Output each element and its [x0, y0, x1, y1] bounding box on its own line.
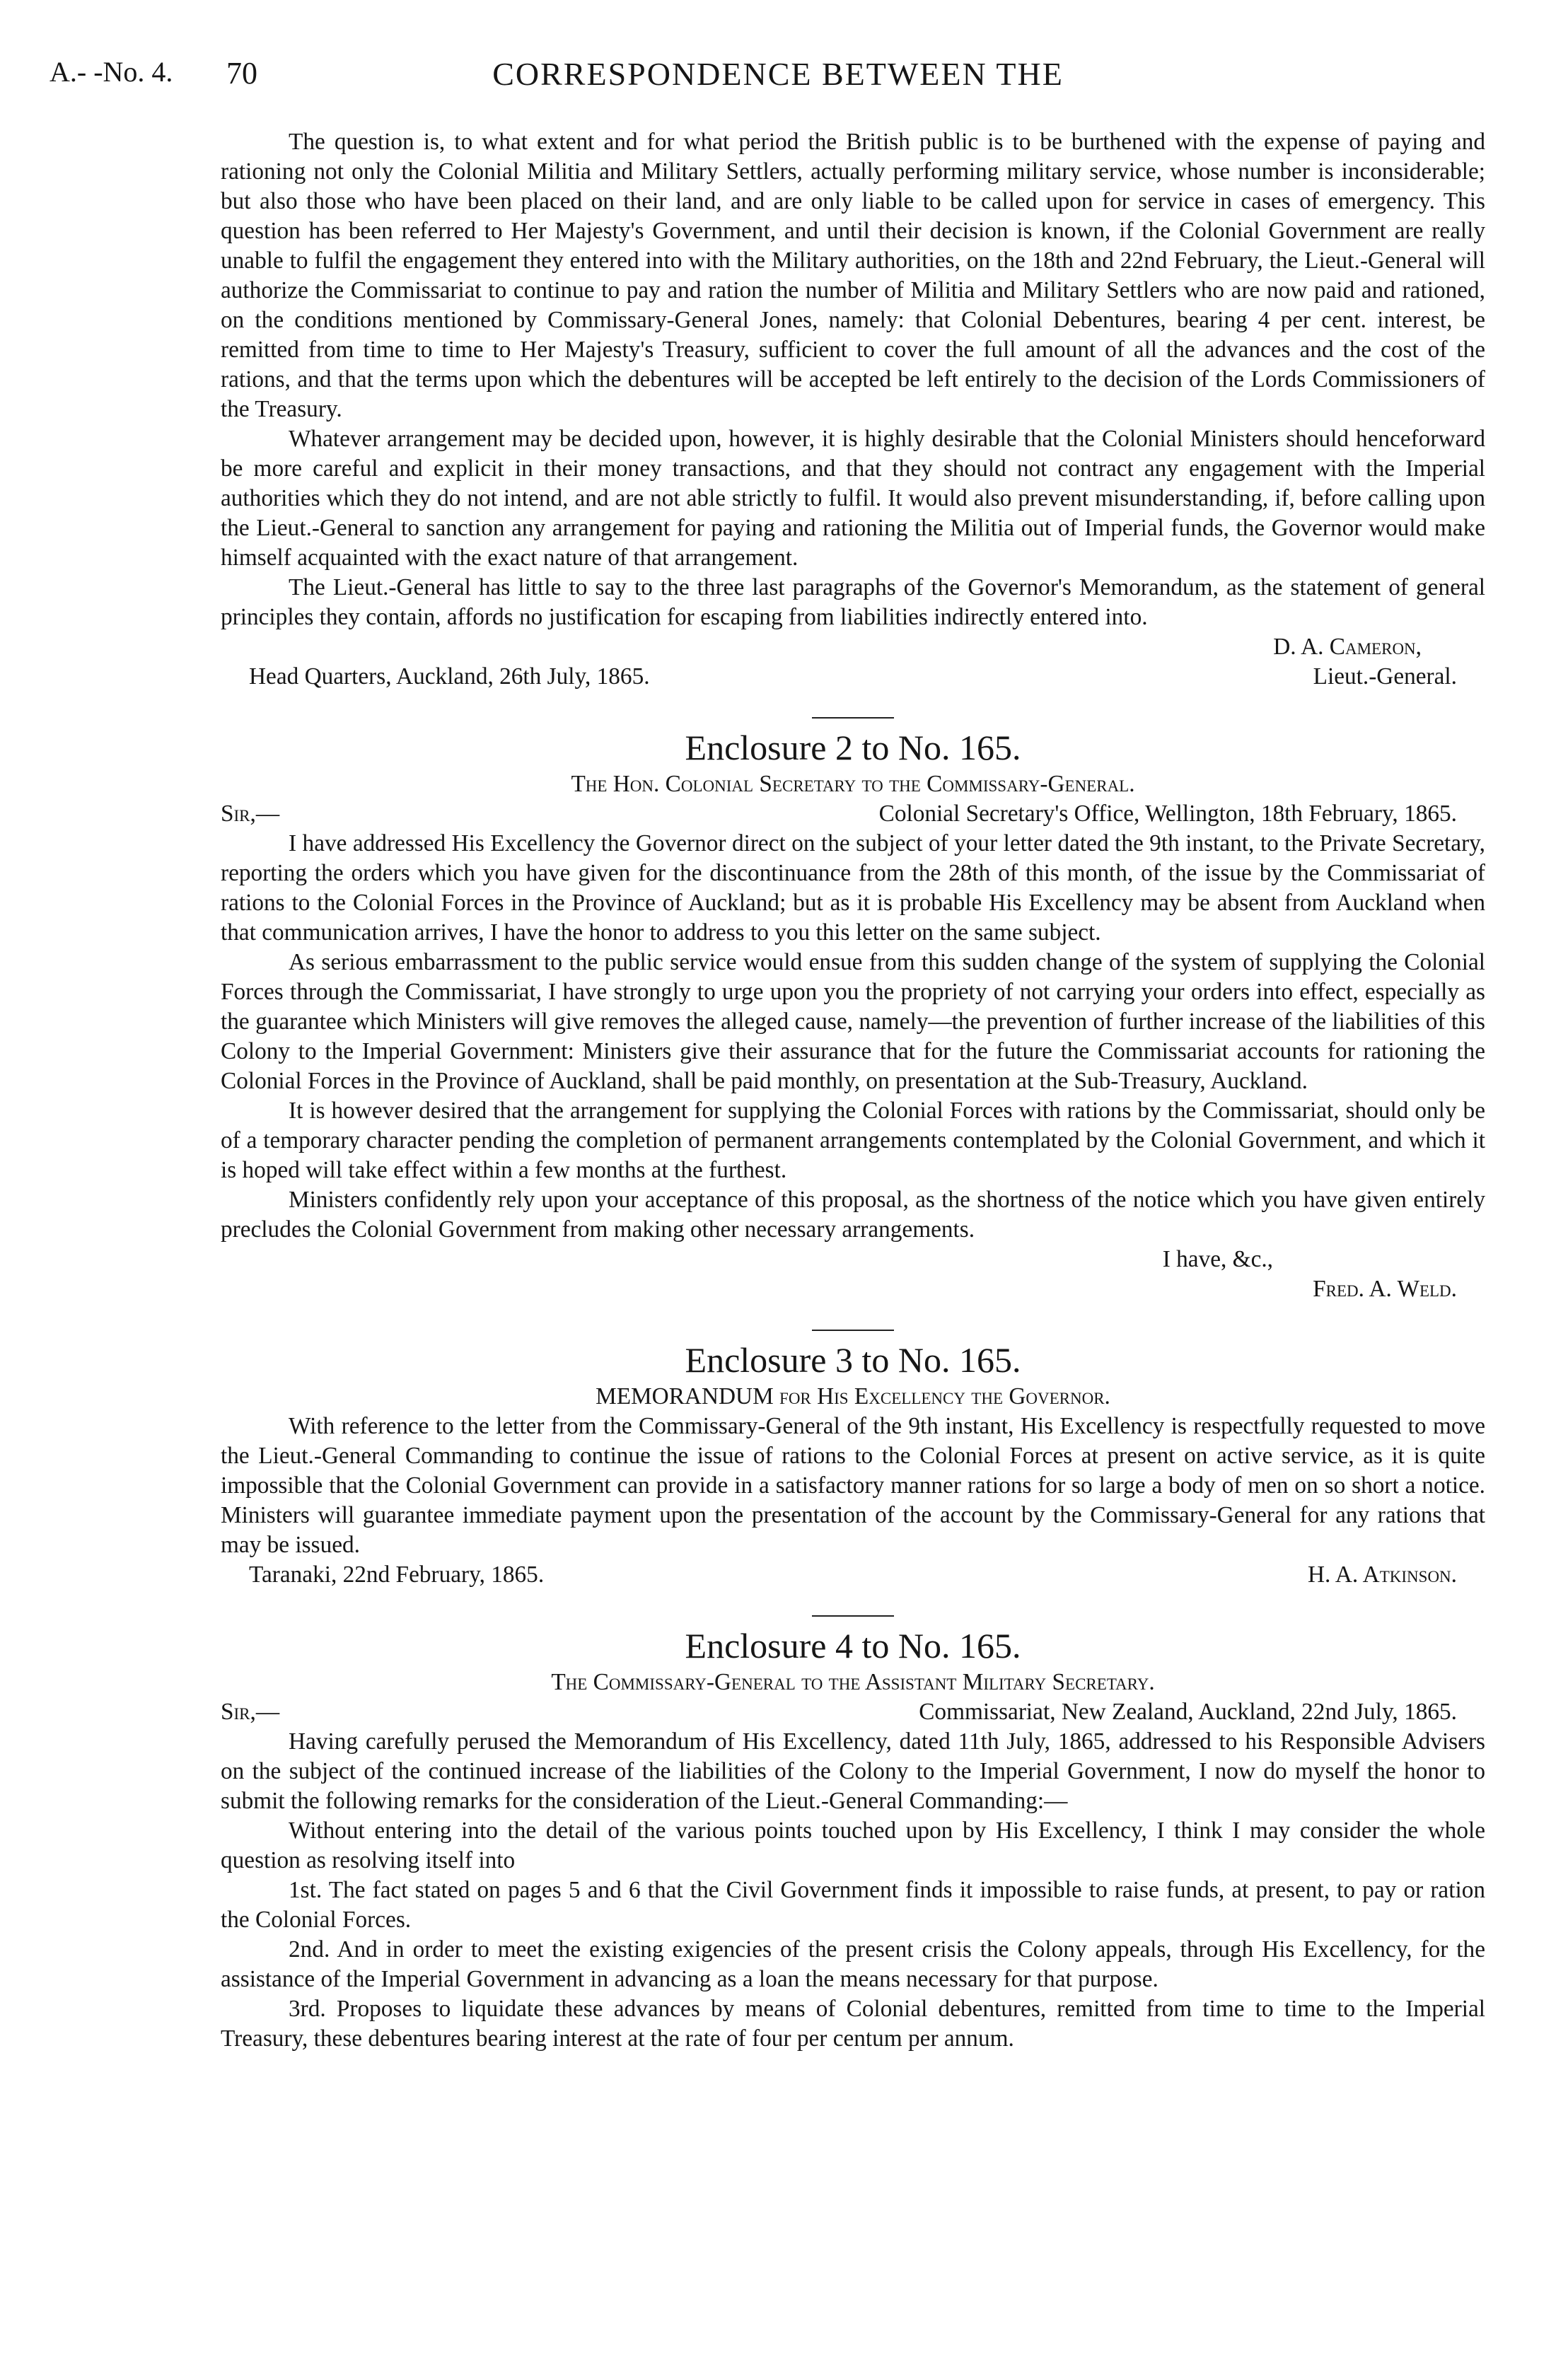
- document-reference: A.- -No. 4.: [50, 56, 173, 88]
- paragraph: As serious embarrassment to the public service would ensue from this sudden change of the system of supplying the Colonial Forces through the Commissariat, I have strongly to urge upon you the propriety of not carrying your orders into effect, especially as the guarantee which Ministers will give removes the alleged cause, namely—the prevention of further increase of the liabilities of this Colony to the Imperial Government: Ministers give their assurance that for the future the Commissariat accounts for rationing the Colonial Forces in the Province of Auckland, shall be paid monthly, on presentation at the Sub-Treasury, Auckland.: [221, 949, 1485, 1094]
- sign-off-row: [221, 1560, 1485, 1590]
- paragraph: The Lieut.-General has little to say to the three last paragraphs of the Governor's Memorandum, as the statement of general principles they contain, affords no justification for escaping from liabilities indirectly entered into.: [221, 574, 1485, 630]
- paragraph: 1st. The fact stated on pages 5 and 6 that the Civil Government finds it impossible to raise funds, at present, to pay or ration the Colonial Forces.: [221, 1877, 1485, 1933]
- place-date: Taranaki, 22nd February, 1865.: [249, 1562, 545, 1588]
- sender-address: Colonial Secretary's Office, Wellington, 18th February, 1865.: [878, 801, 1457, 827]
- enclosure-title: Enclosure 3 to No. 165.: [685, 1340, 1021, 1380]
- running-title: CORRESPONDENCE BETWEEN THE: [492, 56, 1064, 92]
- enclosure-4: [221, 1624, 1485, 2054]
- rank: Lieut.-General.: [1313, 663, 1457, 690]
- sender-address: Commissariat, New Zealand, Auckland, 22nd July, 1865.: [919, 1699, 1457, 1725]
- paragraph: With reference to the letter from the Commissary-General of the 9th instant, His Excellency is respectfully requested to move the Lieut.-General Commanding to continue the issue of rations to the Colonial Forces at present on active service, as it is quite impossible that the Colonial Government can provide in a satisfactory manner rations for so large a body of men on so short a notice. Ministers will guarantee immediate payment upon the presentation of the account by the Commissary-General for any rations that may be issued.: [221, 1413, 1485, 1558]
- signatory: D. A. Cameron,: [1273, 634, 1422, 660]
- paragraph: Whatever arrangement may be decided upon, however, it is highly desirable that the Colonial Ministers should henceforward be more careful and explicit in their money transactions, and that they should not contract any engagement with the Imperial authorities which they do not intend, and are not able strictly to fulfil. It would also prevent misunderstanding, if, before calling upon the Lieut.-General to sanction any arrangement for paying and rationing the Militia out of Imperial funds, the Governor would make himself acquainted with the exact nature of that arrangement.: [221, 426, 1485, 571]
- section-divider: [812, 717, 894, 719]
- salutation-row: [221, 1697, 1485, 1727]
- closing: I have, &c.,: [1162, 1246, 1273, 1272]
- sign-off-row: [221, 662, 1485, 692]
- enclosure-title: Enclosure 4 to No. 165.: [685, 1626, 1021, 1665]
- paragraph: The question is, to what extent and for what period the British public is to be burthened with the expense of paying and rationing not only the Colonial Militia and Military Settlers, actually performing military service, whose number is inconsiderable; but also those who have been placed on their land, and are only liable to be called upon for service in cases of emergency. This question has been referred to Her Majesty's Government, and until their decision is known, if the Colonial Government are really unable to fulfil the engagement they entered into with the Military authorities, on the 18th and 22nd February, the Lieut.-General will authorize the Commissariat to continue to pay and ration the number of Militia and Military Settlers who are now paid and rationed, on the conditions mentioned by Commissary-General Jones, namely: that Colonial Debentures, bearing 4 per cent. interest, be remitted from time to time to Her Majesty's Treasury, sufficient to cover the full amount of all the advances and the cost of the rations, and that the terms upon which the debentures will be accepted be left entirely to the decision of the Lords Commissioners of the Treasury.: [221, 129, 1485, 422]
- paragraph: Without entering into the detail of the various points touched upon by His Excellency, I think I may consider the whole question as resolving itself into: [221, 1818, 1485, 1873]
- enclosure-2: [221, 726, 1485, 1304]
- page-number: 70: [226, 56, 257, 91]
- paragraph: 3rd. Proposes to liquidate these advances by means of Colonial debentures, remitted from time to time to the Imperial Treasury, these debentures bearing interest at the rate of four per centum per annum.: [221, 1996, 1485, 2052]
- enclosure-3: [221, 1338, 1485, 1590]
- salutation: Sir,—: [221, 1699, 280, 1725]
- place-date: Head Quarters, Auckland, 26th July, 1865.: [249, 663, 650, 690]
- document-body: [221, 127, 1485, 2054]
- enclosure-subtitle: The Hon. Colonial Secretary to the Commissary-General.: [571, 771, 1135, 797]
- section-divider: [812, 1615, 894, 1617]
- enclosure-subtitle: The Commissary-General to the Assistant Military Secretary.: [551, 1669, 1155, 1695]
- paragraph: Having carefully perused the Memorandum of His Excellency, dated 11th July, 1865, addressed to his Responsible Advisers on the subject of the continued increase of the liabilities of the Colony to the Imperial Government, I now do myself the honor to submit the following remarks for the consideration of the Lieut.-General Commanding:—: [221, 1728, 1485, 1814]
- enclosure-subtitle: MEMORANDUM for His Excellency the Governor.: [596, 1383, 1110, 1409]
- signatory: Fred. A. Weld.: [1313, 1276, 1457, 1302]
- enclosure-title: Enclosure 2 to No. 165.: [685, 728, 1021, 767]
- salutation-row: [221, 799, 1485, 829]
- paragraph: I have addressed His Excellency the Governor direct on the subject of your letter dated the 9th instant, to the Private Secretary, reporting the orders which you have given for the discontinuance from the 28th of this month, of the issue by the Commissariat of rations to the Colonial Forces in the Province of Auckland; but as it is probable His Excellency may be absent from Auckland when that communication arrives, I have the honor to address to you this letter on the same subject.: [221, 830, 1485, 946]
- paragraph: It is however desired that the arrangement for supplying the Colonial Forces with rations by the Commissariat, should only be of a temporary character pending the completion of permanent arrangements contemplated by the Colonial Government, and which it is hoped will take effect within a few months at the furthest.: [221, 1098, 1485, 1183]
- memo-continuation: [221, 127, 1485, 692]
- signatory: H. A. Atkinson.: [1307, 1562, 1457, 1588]
- paragraph: 2nd. And in order to meet the existing exigencies of the present crisis the Colony appeals, through His Excellency, for the assistance of the Imperial Government in advancing as a loan the means necessary for that purpose.: [221, 1936, 1485, 1992]
- salutation: Sir,—: [221, 801, 280, 827]
- section-divider: [812, 1330, 894, 1331]
- page-header: [50, 55, 1506, 98]
- paragraph: Ministers confidently rely upon your acceptance of this proposal, as the shortness of the notice which you have given entirely precludes the Colonial Government from making other necessary arrangements.: [221, 1187, 1485, 1243]
